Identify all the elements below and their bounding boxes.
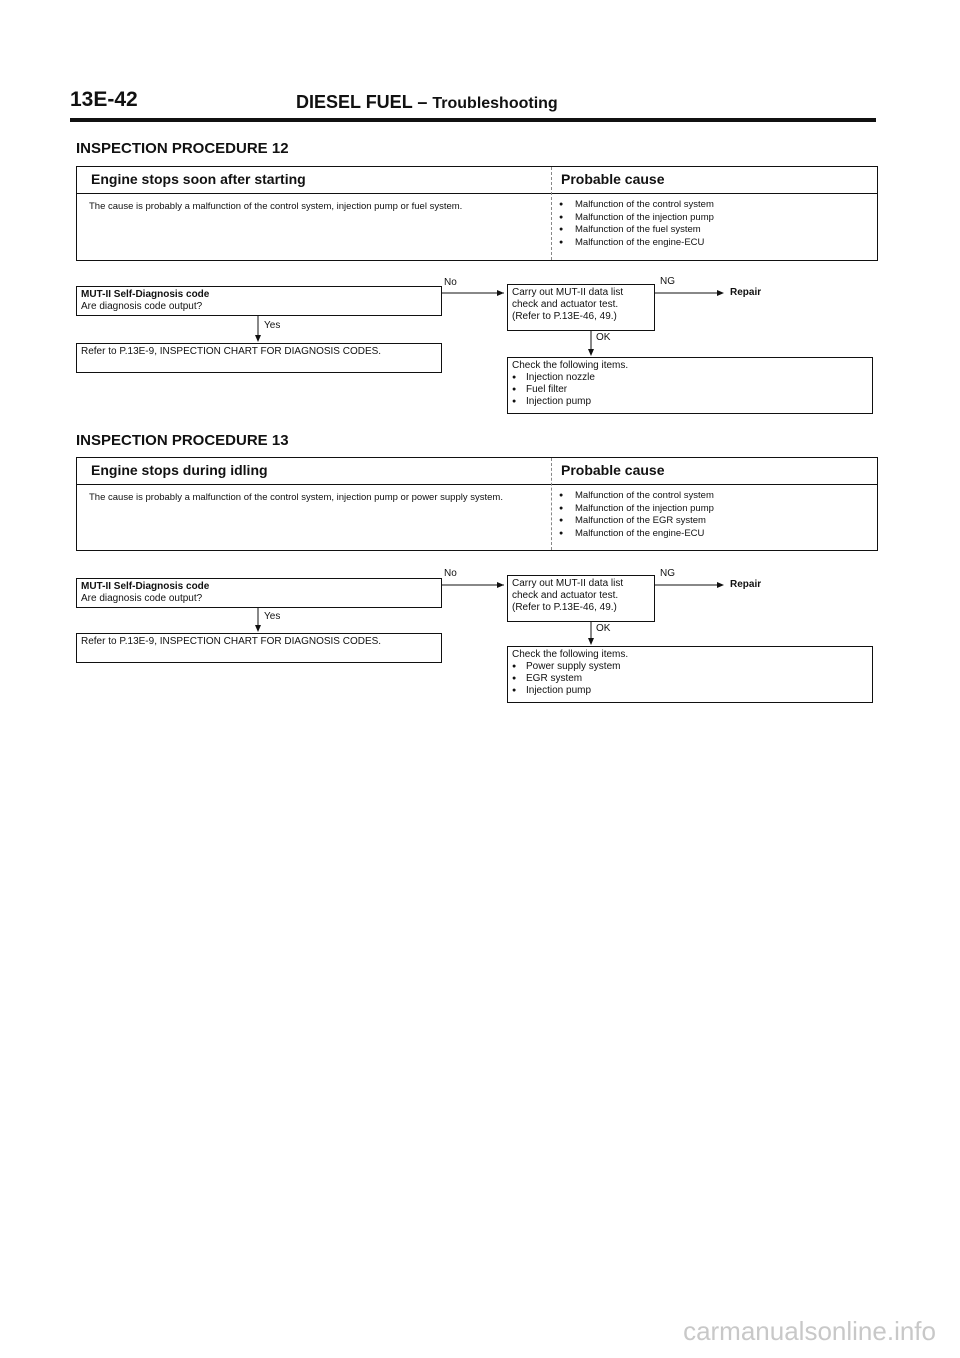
mut-data-list-check-box: [507, 575, 655, 622]
refer-diagnosis-chart-box: Refer to P.13E-9, INSPECTION CHART FOR DIAGNOSIS CODES.: [76, 633, 442, 663]
check-item: ● Fuel filter: [512, 384, 868, 396]
flow-start-title: MUT-II Self-Diagnosis code: [81, 289, 210, 300]
check-box-line: Carry out MUT-II data list: [512, 578, 624, 589]
probable-cause-item: ● Malfunction of the injection pump: [559, 212, 714, 225]
symptom-heading: Engine stops during idling: [91, 462, 268, 478]
probable-cause-heading: Probable cause: [561, 171, 665, 187]
no-label: No: [444, 277, 457, 288]
check-items-box: [507, 646, 873, 703]
probable-cause-item: ● Malfunction of the EGR system: [559, 515, 714, 528]
check-item: ● Injection pump: [512, 396, 868, 408]
procedure-13-heading: INSPECTION PROCEDURE 13: [76, 432, 289, 449]
check-box-line: check and actuator test.: [512, 590, 619, 601]
check-box-line: (Refer to P.13E-46, 49.): [512, 602, 617, 613]
check-items-title: Check the following items.: [512, 649, 629, 660]
probable-cause-item: ● Malfunction of the fuel system: [559, 224, 714, 237]
ng-label: NG: [660, 276, 675, 287]
probable-cause-item: ● Malfunction of the control system: [559, 199, 714, 212]
check-items-title: Check the following items.: [512, 360, 629, 371]
symptom-heading: Engine stops soon after starting: [91, 171, 306, 187]
page-number: 13E-42: [70, 88, 138, 111]
watermark: carmanualsonline.info: [683, 1316, 936, 1346]
cause-description: The cause is probably a malfunction of the control system, injection pump or fuel system.: [89, 201, 463, 212]
yes-label: Yes: [264, 611, 281, 622]
probable-cause-item: ● Malfunction of the control system: [559, 490, 714, 503]
cause-description: The cause is probably a malfunction of the control system, injection pump or power supply system.: [89, 492, 503, 503]
probable-cause-item: ● Malfunction of the injection pump: [559, 503, 714, 516]
flow-start-question: Are diagnosis code output?: [81, 593, 203, 604]
check-box-line: (Refer to P.13E-46, 49.): [512, 311, 617, 322]
refer-diagnosis-chart-box: Refer to P.13E-9, INSPECTION CHART FOR DIAGNOSIS CODES.: [76, 343, 442, 373]
repair-label: Repair: [730, 579, 762, 590]
mut-self-diagnosis-box: [76, 578, 442, 608]
check-item: ● Power supply system: [512, 661, 868, 673]
page-title-main: DIESEL FUEL: [296, 92, 413, 112]
probable-cause-item: ● Malfunction of the engine-ECU: [559, 528, 714, 541]
flow-start-title: MUT-II Self-Diagnosis code: [81, 581, 210, 592]
repair-label: Repair: [730, 287, 762, 298]
probable-cause-heading: Probable cause: [561, 462, 665, 478]
page-title-dash: –: [412, 92, 433, 112]
probable-cause-item: ● Malfunction of the engine-ECU: [559, 237, 714, 250]
procedure-12-heading: INSPECTION PROCEDURE 12: [76, 140, 289, 157]
yes-label: Yes: [264, 320, 281, 331]
no-label: No: [444, 568, 457, 579]
check-item: ● EGR system: [512, 673, 868, 685]
check-item: ● Injection nozzle: [512, 372, 868, 384]
check-box-line: check and actuator test.: [512, 299, 619, 310]
ok-label: OK: [596, 332, 611, 343]
ok-label: OK: [596, 623, 611, 634]
check-item: ● Injection pump: [512, 685, 868, 697]
ng-label: NG: [660, 568, 675, 579]
check-box-line: Carry out MUT-II data list: [512, 287, 624, 298]
check-items-list: [512, 661, 868, 697]
flow-start-question: Are diagnosis code output?: [81, 301, 203, 312]
page-title-sub: Troubleshooting: [432, 95, 558, 112]
